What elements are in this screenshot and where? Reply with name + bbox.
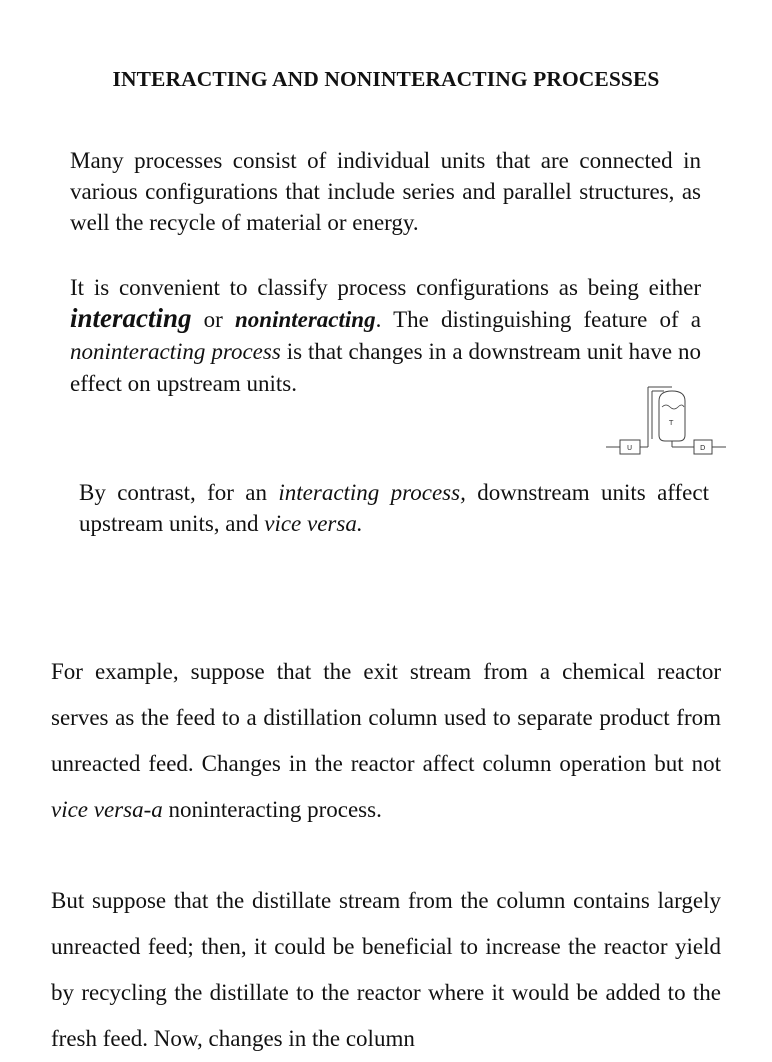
contrast-mid: downstream units affect upstream units, and xyxy=(79,480,709,536)
recycle-text: But suppose that the distillate stream from the column contains largely unreacted feed; then, it could be beneficial to increase the reactor yield by recycling the distillate to the reactor where it would be added to the fresh feed. Now, changes in the column xyxy=(51,888,721,1051)
classification-end: is that changes in a downstream unit have no effect on upstream units. xyxy=(70,339,701,396)
tank-label: T xyxy=(669,419,674,427)
contrast-paragraph xyxy=(79,477,709,539)
process-diagram xyxy=(604,381,728,463)
classification-intro: It is convenient to classify process configurations as being either xyxy=(70,275,701,300)
noninteracting-process-phrase: noninteracting process xyxy=(70,339,281,364)
example-end: noninteracting process. xyxy=(162,797,382,822)
example-paragraph xyxy=(51,649,721,833)
term-interacting: interacting xyxy=(70,303,192,333)
downstream-unit-label: D xyxy=(700,444,706,452)
vice-versa-phrase: vice versa. xyxy=(264,511,363,536)
intro-text: Many processes consist of individual units that are connected in various configurations that include series and parallel structures, as well the recycle of material or energy. xyxy=(70,148,701,235)
example-vice-versa: vice versa-a xyxy=(51,797,163,822)
recycle-paragraph xyxy=(51,878,721,1062)
page-title: INTERACTING AND NONINTERACTING PROCESSES xyxy=(112,67,660,91)
interacting-process-phrase: interacting process, xyxy=(278,480,466,505)
example-start: For example, suppose that the exit stream from a chemical reactor serves as the feed to a distillation column used to separate product from unreacted feed. Changes in the reactor affect column operation but not xyxy=(51,659,721,776)
classification-or: or xyxy=(191,307,235,332)
classification-mid: . The distinguishing feature of a xyxy=(375,307,701,332)
contrast-start: By contrast, for an xyxy=(79,480,279,505)
term-noninteracting: noninteracting xyxy=(234,307,376,332)
intro-paragraph xyxy=(70,145,701,238)
tank-vessel xyxy=(659,391,685,441)
upstream-unit-label: U xyxy=(627,444,633,452)
